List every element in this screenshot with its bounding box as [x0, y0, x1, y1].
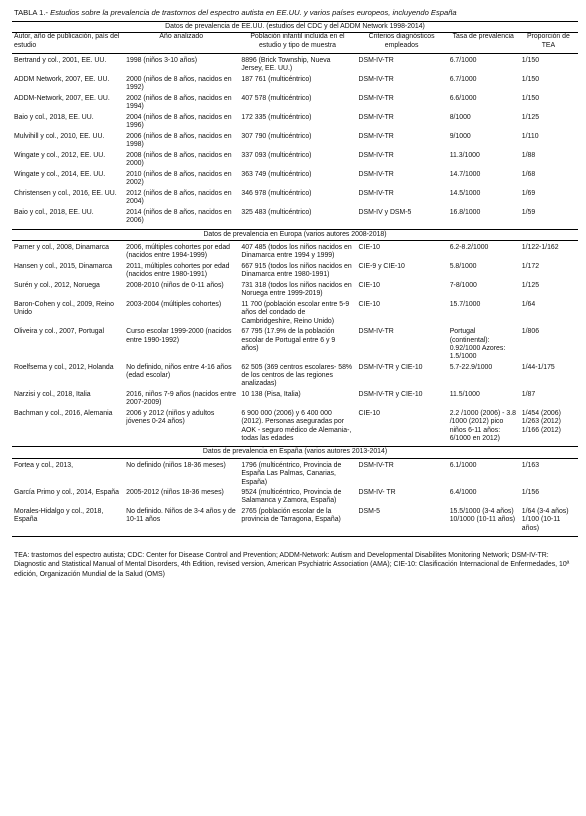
- table-cell: Portugal (continental): 0.92/1000 Azores: 1.5/1000: [449, 328, 506, 361]
- table-cell: ADDM-Network, 2007, EE. UU.: [14, 95, 110, 103]
- prevalence-table: [12, 21, 578, 537]
- table-title-label: TABLA 1.-: [14, 8, 51, 17]
- table-cell: Fortea y col., 2013,: [14, 461, 73, 469]
- table-cell: Christensen y col., 2016, EE. UU.: [14, 189, 117, 197]
- table-cell: 363 749 (multicéntrico): [241, 170, 312, 178]
- table-cell: 346 978 (multicéntrico): [241, 189, 312, 197]
- table-cell: Parner y col., 2008, Dinamarca: [14, 244, 109, 252]
- table-cell: DSM-IV-TR: [358, 328, 394, 336]
- table-cell: Bertrand y col., 2001, EE. UU.: [14, 57, 107, 65]
- table-title-text: Estudios sobre la prevalencia de trastornos del espectro autista en EE.UU. y varios países europeos, incluyendo España: [50, 8, 457, 17]
- table-row: [12, 56, 578, 75]
- table-cell: 5.8/1000: [449, 263, 477, 271]
- table-row: [12, 507, 578, 534]
- table-cell: 6.6/1000: [449, 95, 477, 103]
- table-cell: 16.8/1000: [449, 208, 481, 216]
- table-cell: 10 138 (Pisa, Italia): [241, 391, 301, 399]
- table-cell: 11.3/1000: [449, 151, 480, 159]
- table-row: [12, 94, 578, 113]
- table-cell: 2003-2004 (múltiples cohortes): [126, 301, 222, 308]
- table-cell: CIE-10: [358, 244, 380, 252]
- table-row: [12, 300, 578, 327]
- table-cell: 307 790 (multicéntrico): [241, 132, 312, 140]
- table-cell: 2011, múltiples cohortes por edad (nacidos entre 1980-1991): [126, 263, 230, 279]
- table-cell: 9524 (multicéntrico, Provincia de Salamanca y Zamora, España): [241, 489, 342, 505]
- table-cell: 2012 (niños de 8 años, nacidos en 2004): [126, 189, 232, 206]
- table-cell: 2000 (niños de 8 años, nacidos en 1992): [126, 76, 232, 92]
- table-cell: 1/69: [521, 189, 536, 197]
- table-cell: 1/44-1/175: [521, 363, 555, 371]
- table-cell: 8896 (Brick Township, Nueva Jersey, EE. UU.): [241, 57, 331, 73]
- table-cell: 1/68: [521, 170, 536, 178]
- section-heading-row: [12, 22, 578, 33]
- end-rule-line: [12, 537, 578, 538]
- table-row: [12, 488, 578, 507]
- table-cell: 407 578 (multicéntrico): [241, 95, 312, 103]
- table-row: [12, 409, 578, 445]
- table-cell: 1/110: [521, 132, 539, 140]
- table-cell: 325 483 (multicéntrico): [241, 208, 312, 216]
- table-cell: Baron-Cohen y col., 2009, Reino Unido: [14, 301, 114, 317]
- table-cell: 11.5/1000: [449, 391, 480, 399]
- table-cell: 1/454 (2006) 1/263 (2012) 1/166 (2012): [521, 410, 561, 434]
- column-header: Autor, año de publicación, país del estudio: [14, 33, 120, 49]
- table-cell: 1/806: [521, 328, 540, 336]
- table-cell: 1/150: [521, 76, 540, 84]
- table-cell: 2008-2010 (niños de 0-11 años): [126, 282, 224, 290]
- table-cell: 6.4/1000: [449, 489, 477, 497]
- table-cell: ADDM Network, 2007, EE. UU.: [14, 76, 110, 84]
- table-cell: DSM-IV-TR: [358, 113, 394, 121]
- table-cell: Curso escolar 1999-2000 (nacidos entre 1990-1992): [126, 328, 232, 344]
- table-cell: No definido (niños 18-36 meses): [126, 461, 226, 469]
- table-cell: DSM-IV-TR: [358, 170, 394, 178]
- table-row: [12, 113, 578, 132]
- table-cell: 1/64 (3-4 años) 1/100 (10-11 años): [521, 508, 569, 532]
- table-row: [12, 170, 578, 189]
- table-cell: 2008 (niños de 8 años, nacidos en 2000): [126, 151, 232, 168]
- table-cell: DSM-IV-TR: [358, 76, 394, 84]
- table-cell: DSM-IV-TR: [358, 461, 394, 469]
- table-cell: 6.2-8.2/1000: [449, 244, 489, 252]
- table-cell: García Primo y col., 2014, España: [14, 489, 119, 497]
- table-cell: 1/88: [521, 151, 536, 159]
- table-cell: DSM-IV- TR: [358, 489, 396, 497]
- table-cell: 2004 (niños de 8 años, nacidos en 1996): [126, 113, 232, 130]
- table-row: [12, 243, 578, 262]
- column-header: Criterios diagnósticos empleados: [368, 33, 435, 49]
- column-header: Año analizado: [159, 33, 204, 41]
- table-cell: 9/1000: [449, 132, 471, 140]
- table-cell: 11 700 (población escolar entre 5-9 años del condado de Cambridgeshire, Reino Unido): [241, 301, 350, 325]
- table-row: [12, 132, 578, 151]
- table-cell: 1/125: [521, 282, 540, 290]
- table-row: [12, 327, 578, 363]
- table-cell: 2006 y 2012 (niños y adultos jóvenes 0-24 años): [126, 410, 215, 426]
- section-heading: Datos de prevalencia en Europa (varios autores 2008-2018): [12, 229, 578, 240]
- column-header: Población infantil incluida en el estudio y tipo de muestra: [250, 33, 345, 49]
- table-cell: 1998 (niños 3-10 años): [126, 57, 198, 65]
- table-cell: 2765 (población escolar de la provincia de Tarragona, España): [241, 508, 341, 524]
- section-heading-row: [12, 229, 578, 240]
- table-cell: 14.5/1000: [449, 189, 481, 197]
- table-cell: CIE-10: [358, 301, 380, 308]
- table-cell: No definido. Niños de 3-4 años y de 10-11 años: [126, 508, 236, 524]
- table-cell: 6.1/1000: [449, 461, 477, 469]
- table-cell: 15.5/1000 (3-4 años) 10/1000 (10-11 años): [449, 508, 516, 524]
- table-cell: DSM-IV-TR: [358, 189, 394, 197]
- table-cell: Morales-Hidalgo y col., 2018, España: [14, 508, 104, 524]
- table-row: [12, 151, 578, 170]
- table-cell: 337 093 (multicéntrico): [241, 151, 312, 159]
- table-cell: 2005-2012 (niños 18-36 meses): [126, 489, 224, 497]
- table-cell: 1/64: [521, 301, 536, 308]
- table-cell: CIE-10: [358, 410, 380, 418]
- table-cell: 67 795 (17.9% de la población escolar de Portugal entre 6 y 9 años): [241, 328, 336, 352]
- table-cell: 1/122-1/162: [521, 244, 559, 252]
- table-cell: DSM-5: [358, 508, 380, 516]
- table-row: [12, 281, 578, 300]
- table-cell: DSM-IV y DSM-5: [358, 208, 412, 216]
- table-cell: DSM-IV-TR: [358, 132, 394, 140]
- table-cell: Wingate y col., 2014, EE. UU.: [14, 170, 106, 178]
- table-cell: DSM-IV-TR y CIE-10: [358, 391, 423, 399]
- column-header: Tasa de prevalencia: [452, 33, 514, 41]
- section-heading-row: [12, 447, 578, 458]
- table-cell: 6.7/1000: [449, 57, 477, 65]
- table-row: [12, 461, 578, 488]
- table-body: [12, 22, 578, 538]
- table-cell: 1/172: [521, 263, 540, 271]
- table-cell: 1/150: [521, 95, 540, 103]
- table-row: [12, 363, 578, 390]
- table-cell: 667 915 (todos los niños nacidos en Dinamarca entre 1980-1991): [241, 263, 352, 279]
- table-cell: 6.7/1000: [449, 76, 477, 84]
- table-cell: 2010 (niños de 8 años, nacidos en 2002): [126, 170, 232, 187]
- table-cell: 1/87: [521, 391, 536, 399]
- table-cell: Oliveira y col., 2007, Portugal: [14, 328, 105, 336]
- table-cell: 172 335 (multicéntrico): [241, 113, 312, 121]
- table-cell: 2002 (niños de 8 años, nacidos en 1994): [126, 95, 232, 111]
- table-cell: DSM-IV-TR y CIE-10: [358, 363, 423, 371]
- table-row: [12, 390, 578, 409]
- table-cell: DSM-IV-TR: [358, 57, 394, 65]
- table-cell: 2.2 /1000 (2006) - 3.8 /1000 (2012) pico niños 6-11 años: 6/1000 en 2012): [449, 410, 516, 442]
- table-cell: 1/150: [521, 57, 540, 65]
- table-row: [12, 75, 578, 94]
- table-cell: Roelfsema y col., 2012, Holanda: [14, 363, 114, 371]
- table-row: [12, 208, 578, 227]
- table-cell: Wingate y col., 2012, EE. UU.: [14, 151, 106, 159]
- table-cell: 15.7/1000: [449, 301, 481, 308]
- table-cell: Baio y col., 2018, EE. UU.: [14, 208, 94, 216]
- section-heading: Datos de prevalencia de EE.UU. (estudios del CDC y del ADDM Network 1998-2014): [12, 22, 578, 33]
- section-heading: Datos de prevalencia en España (varios autores 2013-2014): [12, 447, 578, 458]
- table-cell: 5.7-22.9/1000: [449, 363, 493, 371]
- table-cell: 14.7/1000: [449, 170, 481, 178]
- table-footnote: TEA: trastornos del espectro autista; CDC: Center for Disease Control and Prevention; ADDM-Network: Autism and Developmental Disabilites Monitoring Network; DSM-IV-TR: Diagnostic and Statistical Manual of Mental Disorders, 4th Edition, revised version, American Psychiatric Association (AMA); CIE-10: Clasificación Internacional de Enfermedades, 10ª edición, Organización Mundial de la Salud (OMS): [14, 552, 570, 578]
- table-title: [14, 8, 578, 18]
- table-cell: 187 761 (multicéntrico): [241, 76, 312, 84]
- table-row: [12, 262, 578, 281]
- table-cell: 2016, niños 7-9 años (nacidos entre 2007-2009): [126, 391, 237, 407]
- table-cell: DSM-IV-TR: [358, 151, 394, 159]
- table-cell: 1/156: [521, 489, 540, 497]
- table-cell: 6 900 000 (2006) y 6 400 000 (2012). Personas aseguradas por AOK - seguro médico de Alemania-, todas las edades: [241, 410, 352, 442]
- table-cell: 2006, múltiples cohortes por edad (nacidos entre 1994-1999): [126, 244, 230, 260]
- table-row: [12, 189, 578, 208]
- table-cell: 2014 (niños de 8 años, nacidos en 2006): [126, 208, 232, 225]
- table-cell: Hansen y col., 2015, Dinamarca: [14, 263, 113, 271]
- table-cell: 731 318 (todos los niños nacidos en Noruega entre 1999-2019): [241, 282, 352, 298]
- column-header: Proporción de TEA: [526, 33, 570, 49]
- table-cell: DSM-IV-TR: [358, 95, 394, 103]
- table-cell: 1/163: [521, 461, 540, 469]
- table-cell: Mulvihill y col., 2010, EE. UU.: [14, 132, 105, 140]
- table-cell: Surén y col., 2012, Noruega: [14, 282, 100, 290]
- table-cell: 407 485 (todos los niños nacidos en Dinamarca entre 1994 y 1999): [241, 244, 352, 260]
- table-cell: 1796 (multicéntrico, Provincia de España Las Palmas, Canarias, España): [241, 461, 342, 486]
- table-cell: Bachman y col., 2016, Alemania: [14, 410, 113, 418]
- table-cell: CIE-10: [358, 282, 380, 290]
- table-cell: 1/59: [521, 208, 536, 216]
- table-cell: 2006 (niños de 8 años, nacidos en 1998): [126, 132, 232, 149]
- table-cell: CIE-9 y CIE-10: [358, 263, 405, 271]
- table-cell: 1/125: [521, 113, 540, 121]
- table-cell: Baio y col., 2018, EE. UU.: [14, 113, 94, 121]
- table-cell: 62 505 (369 centros escolares- 58% de los centros de las regiones analizadas): [241, 363, 353, 388]
- table-cell: No definido, niños entre 4-16 años (edad escolar): [126, 363, 232, 380]
- table-cell: Narzisi y col., 2018, Italia: [14, 391, 91, 399]
- table-cell: 7-8/1000: [449, 282, 477, 290]
- table-cell: 8/1000: [449, 113, 471, 121]
- table-end-rule: [12, 537, 578, 538]
- column-header-row: [12, 33, 578, 54]
